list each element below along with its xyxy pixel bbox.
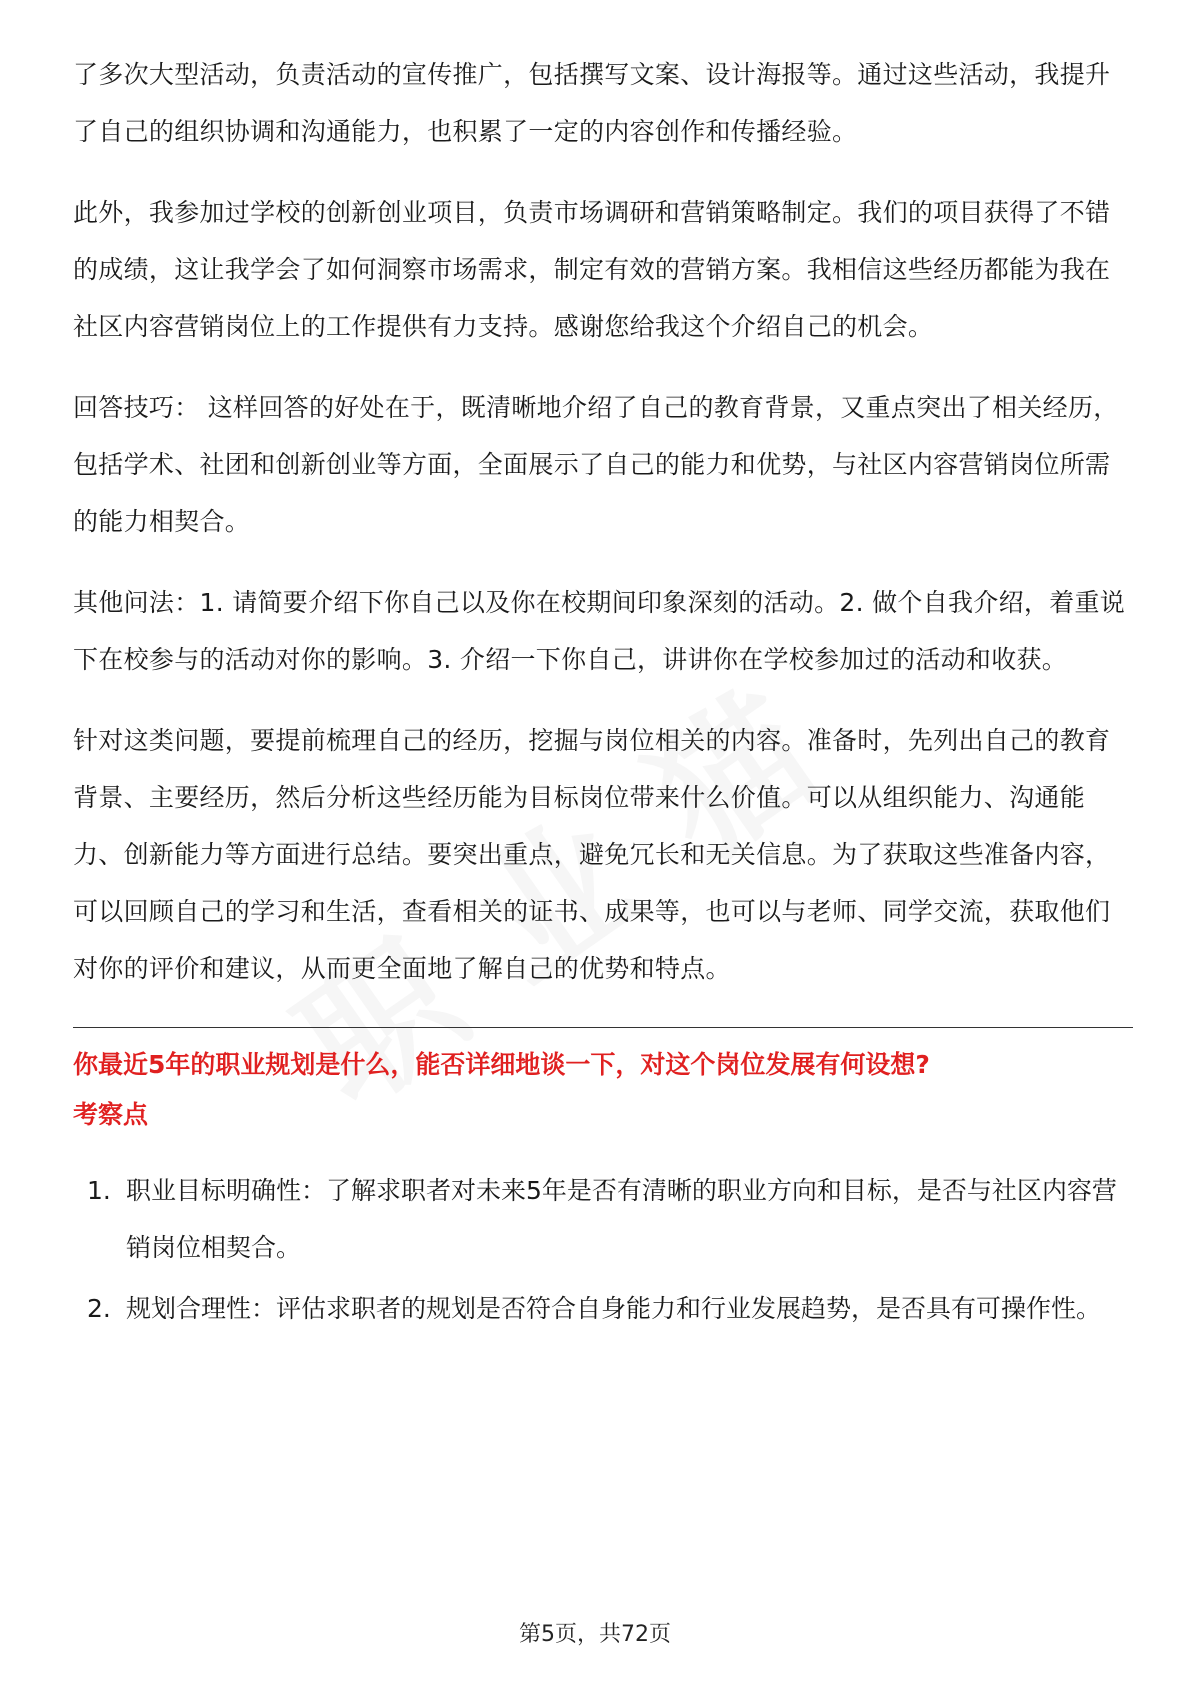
paragraph-preparation-advice: 针对这类问题，要提前梳理自己的经历，挖掘与岗位相关的内容。准备时，先列出自己的教育背景、主要经历，然后分析这些经历能为目标岗位带来什么价值。可以从组织能力、沟通能力、创新能力等方面进行总结。要突出重点，避免冗长和无关信息。为了获取这些准备内容，可以回顾自己的学习和生活，查看相关的证书、成果等，也可以与老师、同学交流，获取他们对你的评价和建议，从而更全面地了解自己的优势和特点。	[73, 726, 1111, 983]
paragraph-answer-tips: 回答技巧： 这样回答的好处在于，既清晰地介绍了自己的教育背景，又重点突出了相关经历，包括学术、社团和创新创业等方面，全面展示了自己的能力和优势，与社区内容营销岗位所需的能力相契合。	[73, 393, 1119, 536]
paragraph-other-questions: 其他问法：1. 请简要介绍下你自己以及你在校期间印象深刻的活动。2. 做个自我介绍，着重说下在校参与的活动对你的影响。3. 介绍一下你自己，讲讲你在学校参加过的活动和收获。	[73, 588, 1126, 674]
list-item-text: 规划合理性：评估求职者的规划是否符合自身能力和行业发展趋势，是否具有可操作性。	[126, 1294, 1102, 1323]
paragraph-innovation-project: 此外，我参加过学校的创新创业项目，负责市场调研和营销策略制定。我们的项目获得了不错的成绩，这让我学会了如何洞察市场需求，制定有效的营销方案。我相信这些经历都能为我在社区内容营销岗位上的工作提供有力支持。感谢您给我这个介绍自己的机会。	[73, 198, 1111, 341]
paragraph-intro-continued: 了多次大型活动，负责活动的宣传推广，包括撰写文案、设计海报等。通过这些活动，我提升了自己的组织协调和沟通能力，也积累了一定的内容创作和传播经验。	[73, 60, 1111, 146]
subheading-assessment-points: 考察点	[73, 1100, 149, 1129]
page-footer: 第5页，共72页	[519, 1622, 671, 1647]
assessment-points-list	[73, 1162, 1133, 1337]
list-item-number: 1.	[87, 1176, 111, 1205]
question-heading: 你最近5年的职业规划是什么，能否详细地谈一下，对这个岗位发展有何设想?	[73, 1050, 930, 1079]
list-item-number: 2.	[87, 1294, 111, 1323]
section-divider	[73, 1027, 1133, 1028]
page-content	[73, 46, 1133, 1341]
list-item	[73, 1280, 1133, 1337]
list-item	[73, 1162, 1133, 1276]
list-item-text: 职业目标明确性：了解求职者对未来5年是否有清晰的职业方向和目标，是否与社区内容营销岗位相契合。	[126, 1176, 1117, 1262]
